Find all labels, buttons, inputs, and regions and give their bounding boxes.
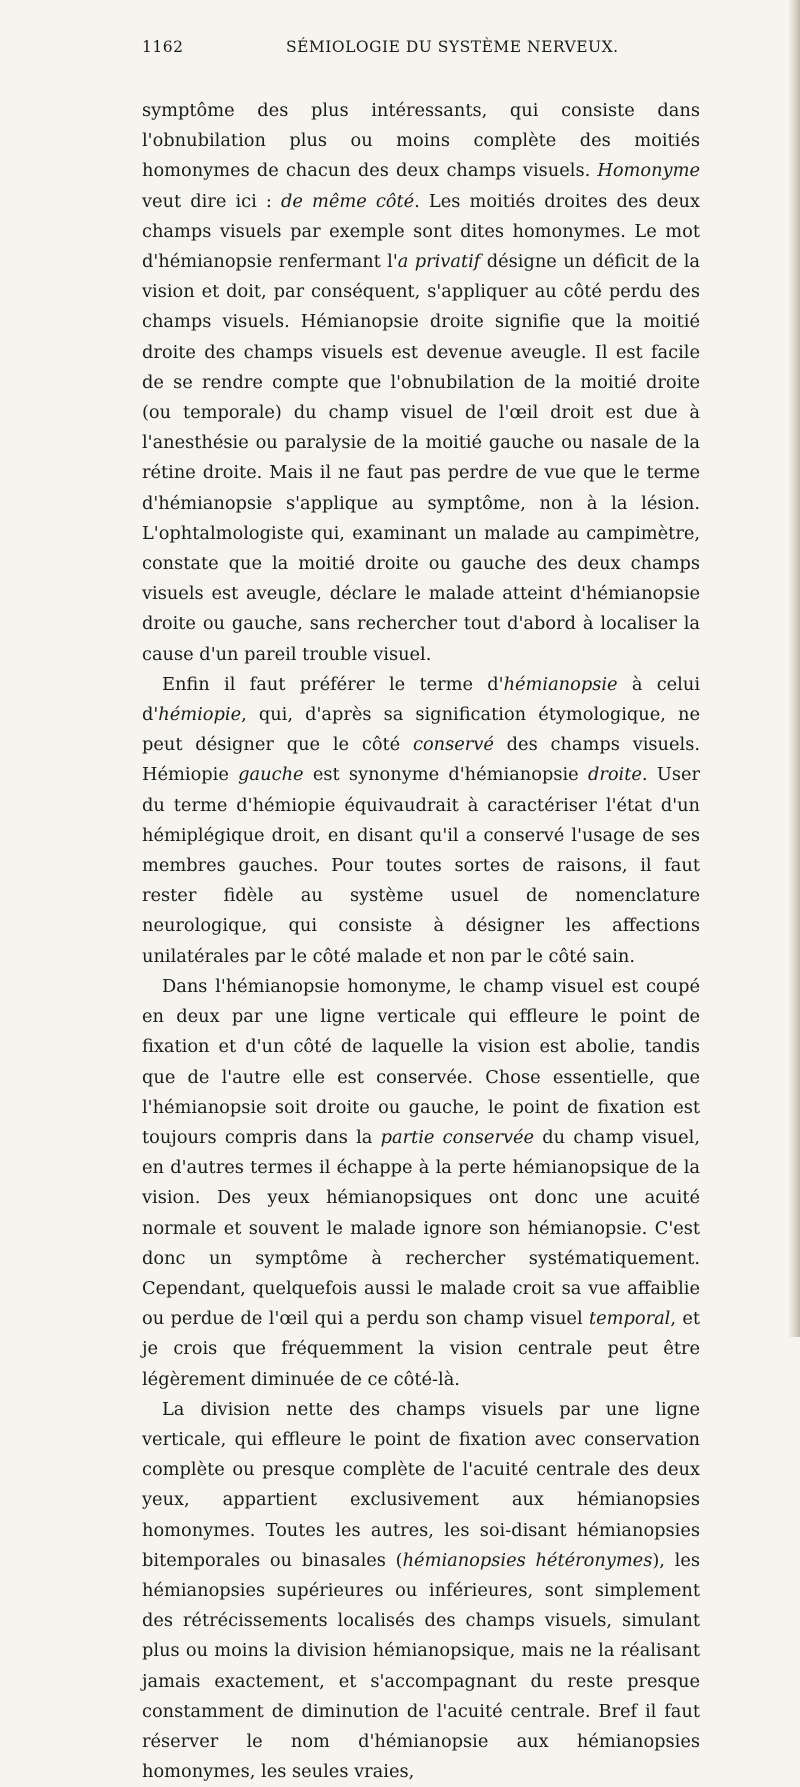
text-run: La division nette des champs visuels par une ligne verticale, qui effleure le point de fixation avec conservation complète ou presque complète de l'acuité centrale des deux yeux, appartient exclusivement aux hémianopsies homonymes. Toutes les autres, les soi-disant hémianopsies bitemporales ou binasales ( <box>142 1398 700 1571</box>
italic-run: hémiopie <box>158 704 242 726</box>
italic-run: hémianopsie <box>503 673 618 695</box>
paragraph <box>142 96 700 670</box>
italic-run: Homonyme <box>597 160 700 182</box>
text-run: est synonyme d'hémianopsie <box>303 764 588 786</box>
italic-run: partie conservée <box>380 1126 535 1148</box>
text-run: à celui d' <box>142 673 701 726</box>
italic-run: de même côté <box>280 190 415 212</box>
italic-run: droite <box>587 764 642 786</box>
running-title: SÉMIOLOGIE DU SYSTÈME NERVEUX. <box>286 38 619 56</box>
italic-run: hémianopsies hétéronymes <box>402 1549 653 1571</box>
italic-run: conservé <box>413 734 494 756</box>
text-run: Enfin il faut préférer le terme d' <box>162 673 504 695</box>
text-run: . User du terme d'hémiopie équivaudrait à caractériser l'état d'un hémiplégique droit, en disant qu'il a conservé l'usage de ses membres gauches. Pour toutes sortes de raisons, il faut rester fidèle au système usuel de nomenclature neurologique, qui consiste à désigner les affections unilatérales par le côté malade et non par le côté sain. <box>142 764 700 967</box>
text-run: . Les moitiés droites des deux champs visuels par exemple sont dites homonymes. Le mot d'hémianopsie renfermant l' <box>142 190 700 273</box>
text-run: Dans l'hémianopsie homonyme, le champ visuel est coupé en deux par une ligne verticale qui effleure le point de fixation et d'un côté de laquelle la vision est abolie, tandis que de l'autre elle est conservée. Chose essentielle, que l'hémianopsie soit droite ou gauche, le point de fixation est toujours compris dans la <box>142 975 700 1148</box>
body-text <box>142 96 700 1787</box>
text-run: ), les hémianopsies supérieures ou inférieures, sont simplement des rétrécissements localisés des champs visuels, simulant plus ou moins la division hémianopsique, mais ne la réalisant jamais exactement, et s'accompagnant du reste presque constamment de diminution de l'acuité centrale. Bref il faut réserver le nom d'hémianopsie aux hémianopsies homonymes, les seules vraies, <box>142 1549 700 1783</box>
page-header <box>142 38 700 62</box>
text-run: symptôme des plus intéressants, qui consiste dans l'obnubilation plus ou moins complète des moitiés homonymes de chacun des deux champs visuels. <box>142 100 700 182</box>
text-run: veut dire ici : <box>142 190 281 212</box>
page-edge-shadow <box>788 0 800 1337</box>
text-run: des champs visuels. Hémiopie <box>142 734 700 786</box>
book-page <box>142 38 700 1787</box>
paragraph <box>142 972 700 1395</box>
page-number: 1162 <box>142 38 184 56</box>
italic-run: temporal <box>588 1308 671 1330</box>
paragraph <box>142 670 700 972</box>
text-run: , et je crois que fréquemment la vision centrale peut être légèrement diminuée de ce côté-là. <box>142 1308 700 1390</box>
paragraph <box>142 1395 700 1787</box>
italic-run: gauche <box>238 764 304 786</box>
text-run: désigne un déficit de la vision et doit, par conséquent, s'appliquer au côté perdu des champs visuels. Hémianopsie droite signifie que la moitié droite des champs visuels est devenue aveugle. Il est facile de se rendre compte que l'obnubilation de la moitié droite (ou temporale) du champ visuel de l'œil droit est due à l'anesthésie ou paralysie de la moitié gauche ou nasale de la rétine droite. Mais il ne faut pas perdre de vue que le terme d'hémianopsie s'applique au symptôme, non à la lésion. L'ophtalmologiste qui, examinant un malade au campimètre, constate que la moitié droite ou gauche des deux champs visuels est aveugle, déclare le malade atteint d'hémianopsie droite ou gauche, sans rechercher tout d'abord à localiser la cause d'un pareil trouble visuel. <box>142 251 700 665</box>
text-run: du champ visuel, en d'autres termes il échappe à la perte hémianopsique de la vision. Des yeux hémianopsiques ont donc une acuité normale et souvent le malade ignore son hémianopsie. C'est donc un symptôme à rechercher systématiquement. Cependant, quelquefois aussi le malade croit sa vue affaiblie ou perdue de l'œil qui a perdu son champ visuel <box>142 1126 701 1330</box>
text-run: , qui, d'après sa signification étymologique, ne peut désigner que le côté <box>142 704 700 756</box>
italic-run: a privatif <box>397 251 481 273</box>
